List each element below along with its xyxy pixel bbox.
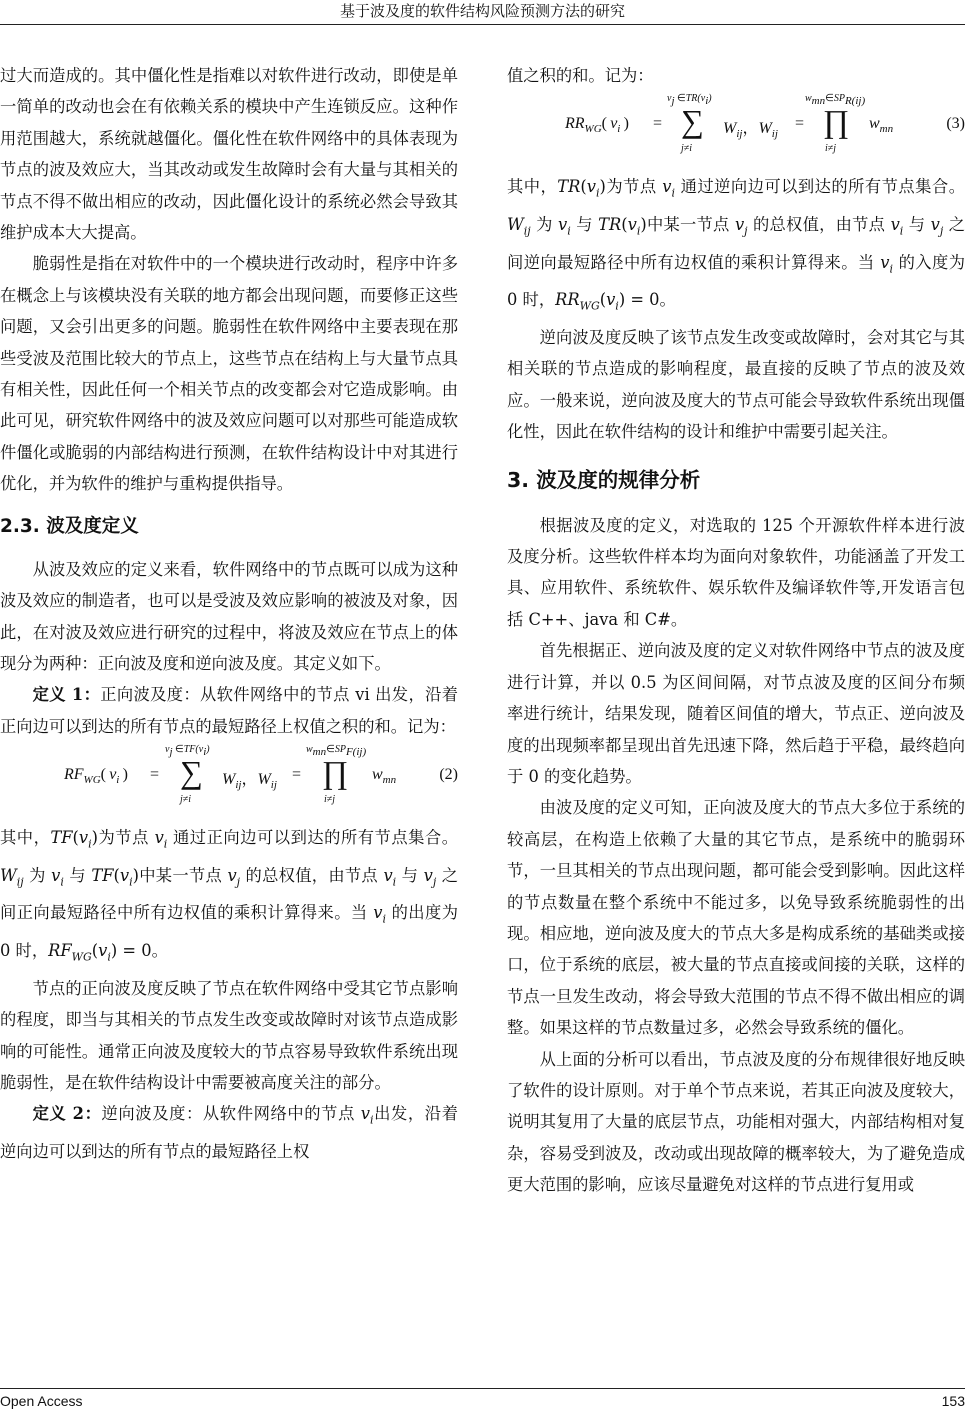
footer-journal: Open Access: [0, 1393, 83, 1409]
equation-number: (2): [439, 766, 458, 784]
page-number: 153: [941, 1393, 965, 1409]
paragraph: 值之积的和。记为：: [507, 66, 654, 85]
paragraph: 逆向波及度反映了该节点发生改变或故障时，会对其它与其相关联的节点造成的影响程度，最直接的反映了节点的波及效应。一般来说，逆向波及度大的节点可能会导致软件系统出现僵化性，因此在软件结构的设计和维护中需要引起关注。: [507, 328, 965, 442]
prod-lower: i≠j: [324, 794, 336, 806]
prod-symbol: ∏: [322, 754, 349, 791]
prod-upper: $w_{mn}\in SP_{R(ij)}$: [805, 93, 866, 108]
footer-rule: [0, 1388, 965, 1389]
header-rule: [0, 24, 965, 25]
sum-upper: $v_j$ $\in TF(v_i)$: [165, 744, 210, 759]
prod-lower: i≠j: [825, 143, 837, 155]
definition-1: [0, 679, 458, 742]
section-heading-3: 3. 波及度的规律分析: [507, 467, 701, 492]
equation-2: [0, 742, 458, 822]
eq-lhs: $RR_{WG}$( $v_i$ ): [565, 115, 629, 136]
right-column: [507, 60, 965, 1201]
left-column: [0, 60, 458, 1167]
sum-symbol: ∑: [180, 754, 203, 791]
paragraph: 由波及度的定义可知，正向波及度大的节点大多位于系统的较高层，在构造上依赖了大量的其它节点，是系统中的脆弱环节，一旦其相关的节点出现问题，都可能会受到影响。因此这样的节点数量在整个系统中不能过多，以免导致系统脆弱性的出现。相应地，逆向波及度大的节点大多是构成系统的基础类或接口，位于系统的底层，被大量的节点直接或间接的关联，这样的节点一旦发生改动，将会导致大范围的节点不得不做出相应的调整。如果这样的节点数量过多，必然会导致系统的僵化。: [507, 798, 965, 1038]
eq-sign: =: [292, 766, 302, 784]
prod-upper: $w_{mn}\in SP_{F(ij)}$: [306, 744, 367, 759]
section-heading-2-3: 2.3. 波及度定义: [0, 515, 139, 537]
equation-number: (3): [946, 115, 965, 133]
paragraph: 过大而造成的。其中僵化性是指难以对软件进行改动，即使是单一简单的改动也会在有依赖关系的模块中产生连锁反应。这种作用范围越大，系统就越僵化。僵化性在软件网络中的具体表现为节点的波及效应大，当其改动或发生故障时会有大量与其相关的节点不得不做出相应的改动，因此僵化设计的系统必然会导致其维护成本大大提高。: [0, 66, 458, 243]
sum-upper: $v_j$ $\in TR(v_i)$: [667, 93, 712, 108]
weight-term: $W_{ij}$，$W_{ij}$: [222, 771, 277, 792]
eq-sign: =: [150, 766, 160, 784]
weight-term: $W_{ij}$，$W_{ij}$: [723, 120, 778, 141]
paragraph: 节点的正向波及度反映了节点在软件网络中受其它节点影响的程度，即当与其相关的节点发生改变或故障时对该节点造成影响的可能性。通常正向波及度较大的节点容易导致软件系统出现脆弱性，是在软件结构设计中需要被高度关注的部分。: [0, 978, 458, 1092]
prod-symbol: ∏: [823, 103, 850, 140]
eq-sign: =: [653, 115, 663, 133]
eq-sign: =: [795, 115, 805, 133]
w-term: $w_{mn}$: [372, 766, 397, 787]
paragraph: 根据波及度的定义，对选取的 125 个开源软件样本进行波及度分析。这些软件样本均为面向对象软件，功能涵盖了开发工具、应用软件、系统软件、娱乐软件及编译软件等,开发语言包括 C++、java 和 C#。: [507, 515, 965, 629]
running-title: 基于波及度的软件结构风险预测方法的研究: [339, 2, 625, 20]
paragraph: 脆弱性是指在对软件中的一个模块进行改动时，程序中许多在概念上与该模块没有关联的地方都会出现问题，而要修正这些问题，又会引出更多的问题。脆弱性在软件网络中主要表现在那些受波及范围比较大的节点上，这些节点在结构上与大量节点具有相关性，因此任何一个相关节点的改变都会对它造成影响。由此可见，研究软件网络中的波及效应问题可以对那些可能造成软件僵化或脆弱的内部结构进行预测，在软件结构设计中对其进行优化，并为软件的维护与重构提供指导。: [0, 254, 458, 494]
paragraph: 首先根据正、逆向波及度的定义对软件网络中节点的波及度进行计算，并以 0.5 为区间间隔，对节点波及度的区间分布频率进行统计，结果发现，随着区间值的增大，节点正、逆向波及度的出现频率都呈现出首先迅速下降，然后趋于平稳，最终趋向于 0 的变化趋势。: [507, 641, 965, 786]
definition-label: 定义 1：: [32, 685, 101, 705]
eq-lhs: $RF_{WG}$( $v_i$ ): [64, 766, 128, 787]
definition-2: 定义 2：逆向波及度：从软件网络中的节点 $v_i$出发，沿着逆向边可以到达的所有节点的最短路径上权: [0, 1104, 458, 1162]
definition-label: 定义 2：: [32, 1104, 102, 1124]
sum-lower: j≠i: [681, 143, 693, 155]
paragraph: 其中，$TF(v_i)$为节点 $v_i$ 通过正向边可以到达的所有节点集合。$W_{ij}$ 为 $v_i$ 与 $TF(v_i)$中某一节点 $v_j$ 的总权值，由节点 $v_i$ 与 $v_j$ 之间正向最短路径中所有边权值的乘积计算得来。当 $v_i$ 的出度为 0 时，$RF_{WG}(v_i) = 0$。: [0, 828, 458, 964]
paragraph: 从波及效应的定义来看，软件网络中的节点既可以成为这种波及效应的制造者，也可以是受波及效应影响的被波及对象，因此，在对波及效应进行研究的过程中，将波及效应在节点上的体现分为两种：正向波及度和逆向波及度。其定义如下。: [0, 559, 458, 673]
definition-text: 正向波及度：从软件网络中的节点 vi 出发，沿着正向边可以到达的所有节点的最短路径上权值之积的和。记为：: [0, 685, 458, 736]
paragraph: 从上面的分析可以看出，节点波及度的分布规律很好地反映了软件的设计原则。对于单个节点来说，若其正向波及度较大，说明其复用了大量的底层节点，功能相对强大，内部结构相对复杂，容易受到波及，改动或出现故障的概率较大，为了避免造成更大范围的影响，应该尽量避免对这样的节点进行复用或: [507, 1049, 965, 1195]
sum-symbol: ∑: [681, 103, 704, 140]
w-term: $w_{mn}$: [869, 115, 894, 136]
sum-lower: j≠i: [180, 794, 192, 806]
paragraph: 其中，$TR(v_i)$为节点 $v_i$ 通过逆向边可以到达的所有节点集合。$W_{ij}$ 为 $v_i$ 与 $TR(v_i)$中某一节点 $v_j$ 的总权值，由节点 $v_i$ 与 $v_j$ 之间逆向最短路径中所有边权值的乘积计算得来。当 $v_i$ 的入度为 0 时，$RR_{WG}(v_i) = 0$。: [507, 177, 965, 313]
equation-3: [507, 91, 965, 171]
